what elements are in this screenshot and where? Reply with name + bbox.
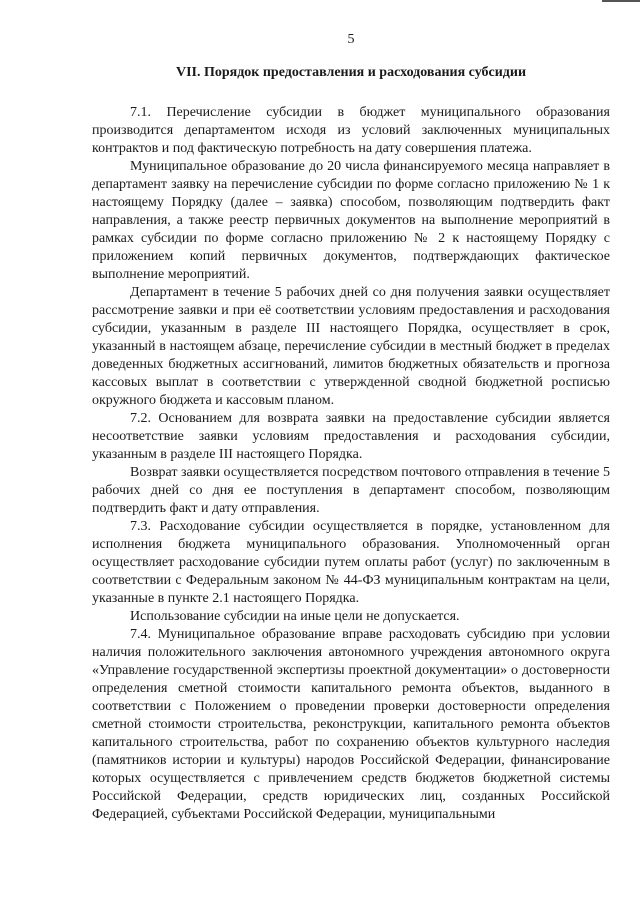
paragraph-7-3: 7.3. Расходование субсидии осуществляется в порядке, установленном для исполнения бюджета муниципального образования. Уполномоченный орган осуществляет расходование субсидии путем оплаты работ (услуг) по заключенным в соответствии с Федеральным законом № 44-ФЗ муниципальным контрактам на цели, указанные в пункте 2.1 настоящего Порядка. (92, 519, 610, 606)
paragraph-other-purposes: Использование субсидии на иные цели не допускается. (130, 609, 460, 624)
paragraph-7-4: 7.4. Муниципальное образование вправе расходовать субсидию при условии наличия положительного заключения автономного учреждения автономного округа «Управление государственной экспертизы проектной документации» о достоверности определения сметной стоимости капитального ремонта объектов, выданного в соответствии с Положением о проведении проверки достоверности определения сметной стоимости строительства, реконструкции, капитального ремонта объектов капитального строительства, работ по сохранению объектов культурного наследия (памятников истории и культуры) народов Российской Федерации, финансирование которых осуществляется с привлечением средств бюджетов бюджетной системы Российской Федерации, средств юридических лиц, созданных Российской Федерацией, субъектами Российской Федерации, муниципальными (92, 627, 610, 822)
document-page (92, 30, 610, 824)
paragraph-department-review: Департамент в течение 5 рабочих дней со дня получения заявки осуществляет рассмотрение заявки и при её соответствии условиям предоставления и расходования субсидии, указанным в разделе III настоящего Порядка, осуществляет в срок, указанный в настоящем абзаце, перечисление субсидии в местный бюджет в пределах доведенных бюджетных ассигнований, лимитов бюджетных обязательств и прогноза кассовых выплат в соответствии с утвержденной сводной бюджетной росписью окружного бюджета и кассовым планом. (92, 285, 610, 408)
paragraph-7-2: 7.2. Основанием для возврата заявки на предоставление субсидии является несоответствие заявки условиям предоставления и расходования субсидии, указанным в разделе III настоящего Порядка. (92, 411, 610, 462)
top-edge-mark (602, 0, 640, 2)
paragraph-7-1: 7.1. Перечисление субсидии в бюджет муниципального образования производится департаментом исходя из условий заключенных муниципальных контрактов и под фактическую потребность на дату совершения платежа. (92, 105, 610, 156)
paragraph-application-return: Возврат заявки осуществляется посредством почтового отправления в течение 5 рабочих дней со дня ее поступления в департамент способом, позволяющим подтвердить факт и дату отправления. (92, 465, 610, 516)
section-title: VII. Порядок предоставления и расходования субсидии (175, 65, 527, 80)
paragraph-application-submission: Муниципальное образование до 20 числа финансируемого месяца направляет в департамент заявку на перечисление субсидии по форме согласно приложению № 1 к настоящему Порядку (далее – заявка) способом, позволяющим подтвердить факт направления, а также реестр первичных документов на выполнение мероприятий в рамках субсидии по форме согласно приложению № 2 к настоящему Порядку с приложением копий первичных документов, подтверждающих фактическое выполнение мероприятий. (92, 159, 610, 282)
page-number: 5 (347, 32, 355, 47)
